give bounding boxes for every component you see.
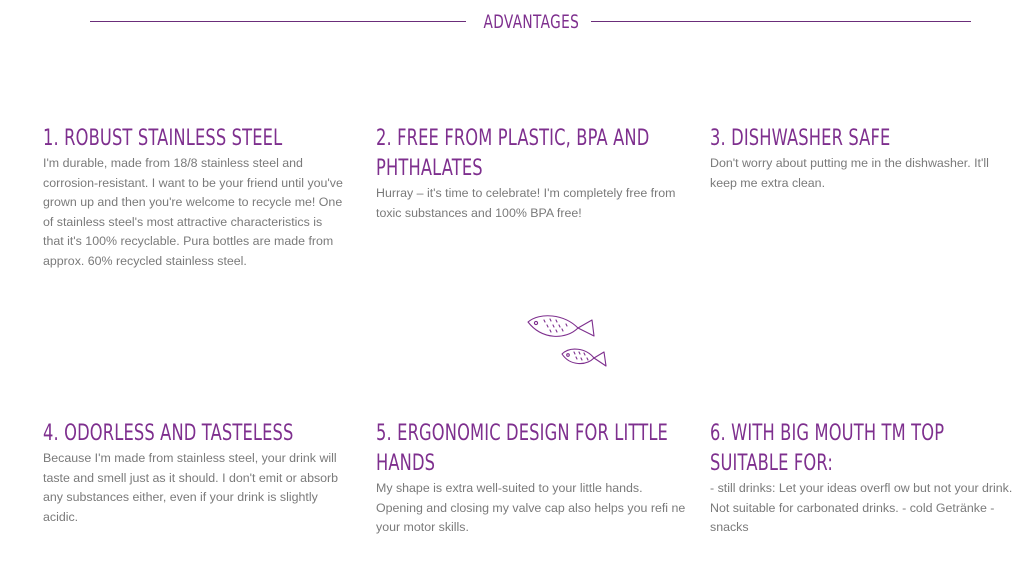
advantage-title: 1. ROBUST STAINLESS STEEL — [43, 126, 283, 151]
advantage-title: 6. WITH BIG MOUTH TM TOP SUITABLE FOR: — [710, 421, 945, 476]
advantage-card-odorless — [43, 419, 353, 527]
advantage-card-big-mouth-top — [710, 419, 1015, 538]
advantage-body: Hurray – it's time to celebrate! I'm completely free from toxic substances and 100% BPA free! — [376, 186, 676, 220]
header-divider-right — [591, 21, 971, 22]
advantage-body: Because I'm made from stainless steel, your drink will taste and smell just as it should. I don't emit or absorb any substances either, even if your drink is slightly acidic. — [43, 451, 339, 524]
advantage-body: - still drinks: Let your ideas overfl ow but not your drink. Not suitable for carbonated drinks. - cold Getränke - snacks — [710, 481, 1013, 535]
advantage-body: I'm durable, made from 18/8 stainless steel and corrosion-resistant. I want to be your friend until you've grown up and then you're welcome to recycle me! One of stainless steel's most attractive characteristics is that it's 100% recyclable. Pura bottles are made from approx. 60% recycled stainless steel. — [43, 156, 343, 268]
section-title: ADVANTAGES — [483, 11, 580, 33]
advantage-card-robust-steel — [43, 124, 343, 272]
advantage-title: 5. ERGONOMIC DESIGN FOR LITTLE HANDS — [376, 421, 668, 476]
advantage-title: 2. FREE FROM PLASTIC, BPA AND PHTHALATES — [376, 126, 650, 181]
header-divider-left — [90, 21, 466, 22]
advantage-card-bpa-free — [376, 124, 686, 223]
fish-pair-icon — [520, 310, 612, 382]
advantage-title: 3. DISHWASHER SAFE — [710, 126, 891, 151]
advantage-body: Don't worry about putting me in the dishwasher. It'll keep me extra clean. — [710, 156, 989, 190]
advantage-body: My shape is extra well-suited to your little hands. Opening and closing my valve cap also helps you refi ne your motor skills. — [376, 481, 686, 535]
advantage-title: 4. ODORLESS AND TASTELESS — [43, 421, 294, 446]
advantage-card-ergonomic — [376, 419, 686, 538]
advantage-card-dishwasher-safe — [710, 124, 1015, 193]
